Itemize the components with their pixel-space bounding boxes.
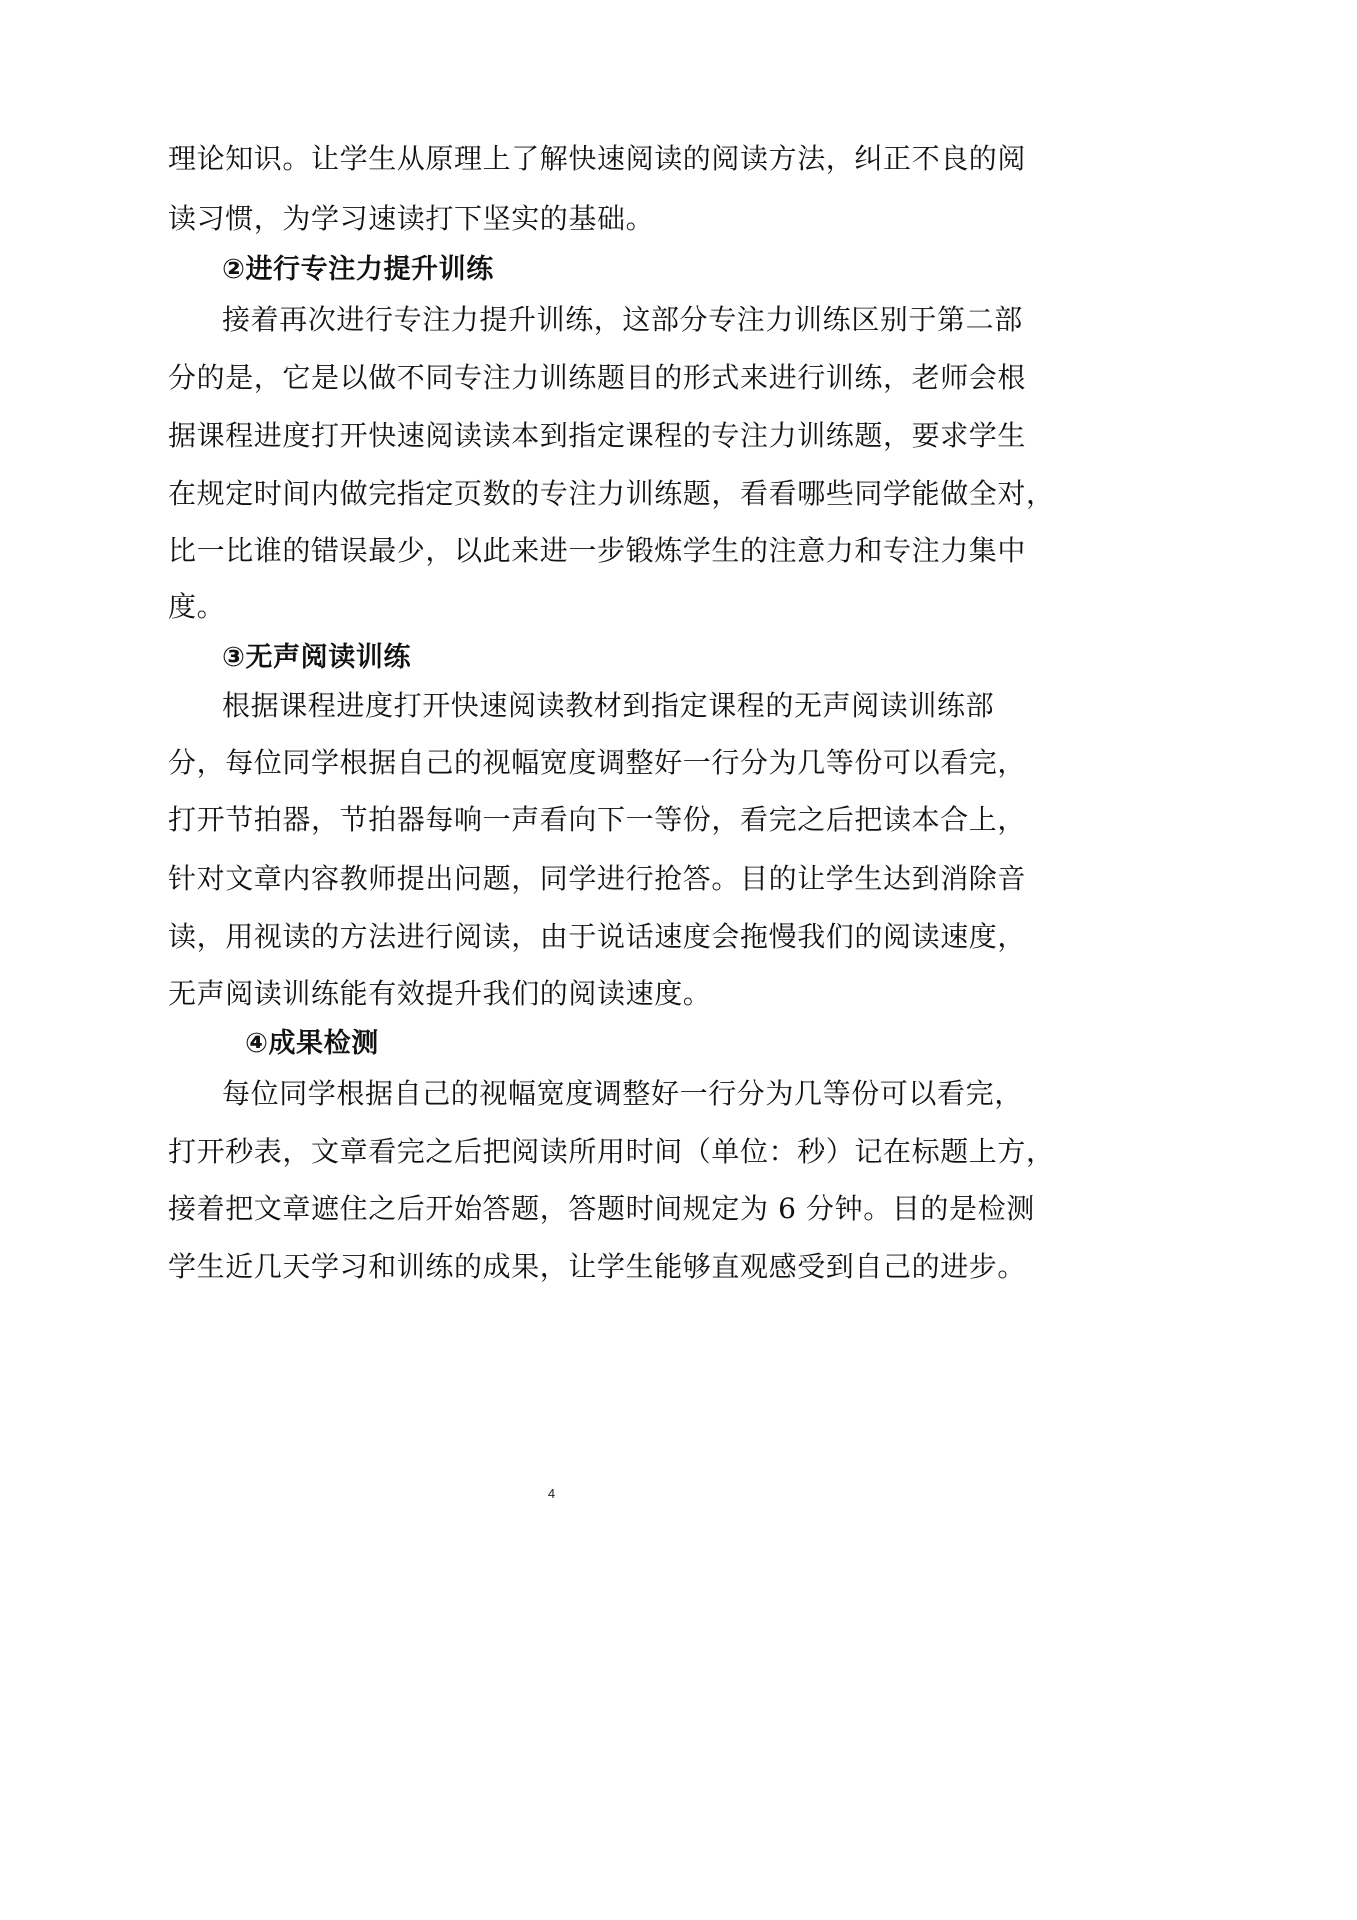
body-line: 比一比谁的错误最少，以此来进一步锻炼学生的注意力和专注力集中: [168, 534, 1027, 567]
body-line: 据课程进度打开快速阅读读本到指定课程的专注力训练题，要求学生: [168, 419, 1027, 452]
body-line: 在规定时间内做完指定页数的专注力训练题，看看哪些同学能做全对，: [168, 477, 1055, 510]
body-line: 学生近几天学习和训练的成果，让学生能够直观感受到自己的进步。: [168, 1250, 1027, 1283]
body-line: 读，用视读的方法进行阅读，由于说话速度会拖慢我们的阅读速度，: [168, 920, 1027, 953]
body-line: 无声阅读训练能有效提升我们的阅读速度。: [168, 977, 712, 1010]
body-line: 分的是，它是以做不同专注力训练题目的形式来进行训练，老师会根: [168, 361, 1027, 394]
page-number: 4: [547, 1486, 556, 1501]
section-heading-silent-reading: ③无声阅读训练: [222, 642, 412, 673]
body-line: 针对文章内容教师提出问题，同学进行抢答。目的让学生达到消除音: [168, 862, 1027, 895]
body-line: 接着再次进行专注力提升训练，这部分专注力训练区别于第二部: [222, 303, 1023, 336]
section-heading-focus-training: ②进行专注力提升训练: [222, 254, 494, 285]
body-line: 理论知识。让学生从原理上了解快速阅读的阅读方法，纠正不良的阅: [168, 142, 1027, 175]
body-line: 每位同学根据自己的视幅宽度调整好一行分为几等份可以看完，: [222, 1077, 1023, 1110]
body-line: 分，每位同学根据自己的视幅宽度调整好一行分为几等份可以看完，: [168, 746, 1027, 779]
section-heading-results-check: ④成果检测: [245, 1028, 379, 1059]
body-line: 读习惯，为学习速读打下坚实的基础。: [168, 202, 655, 235]
body-line: 根据课程进度打开快速阅读教材到指定课程的无声阅读训练部: [222, 689, 995, 722]
body-line: 打开节拍器，节拍器每响一声看向下一等份，看完之后把读本合上，: [168, 803, 1027, 836]
body-line: 接着把文章遮住之后开始答题，答题时间规定为 6 分钟。目的是检测: [168, 1192, 1035, 1225]
body-line: 度。: [168, 590, 226, 623]
body-line: 打开秒表，文章看完之后把阅读所用时间（单位：秒）记在标题上方，: [168, 1135, 1055, 1168]
